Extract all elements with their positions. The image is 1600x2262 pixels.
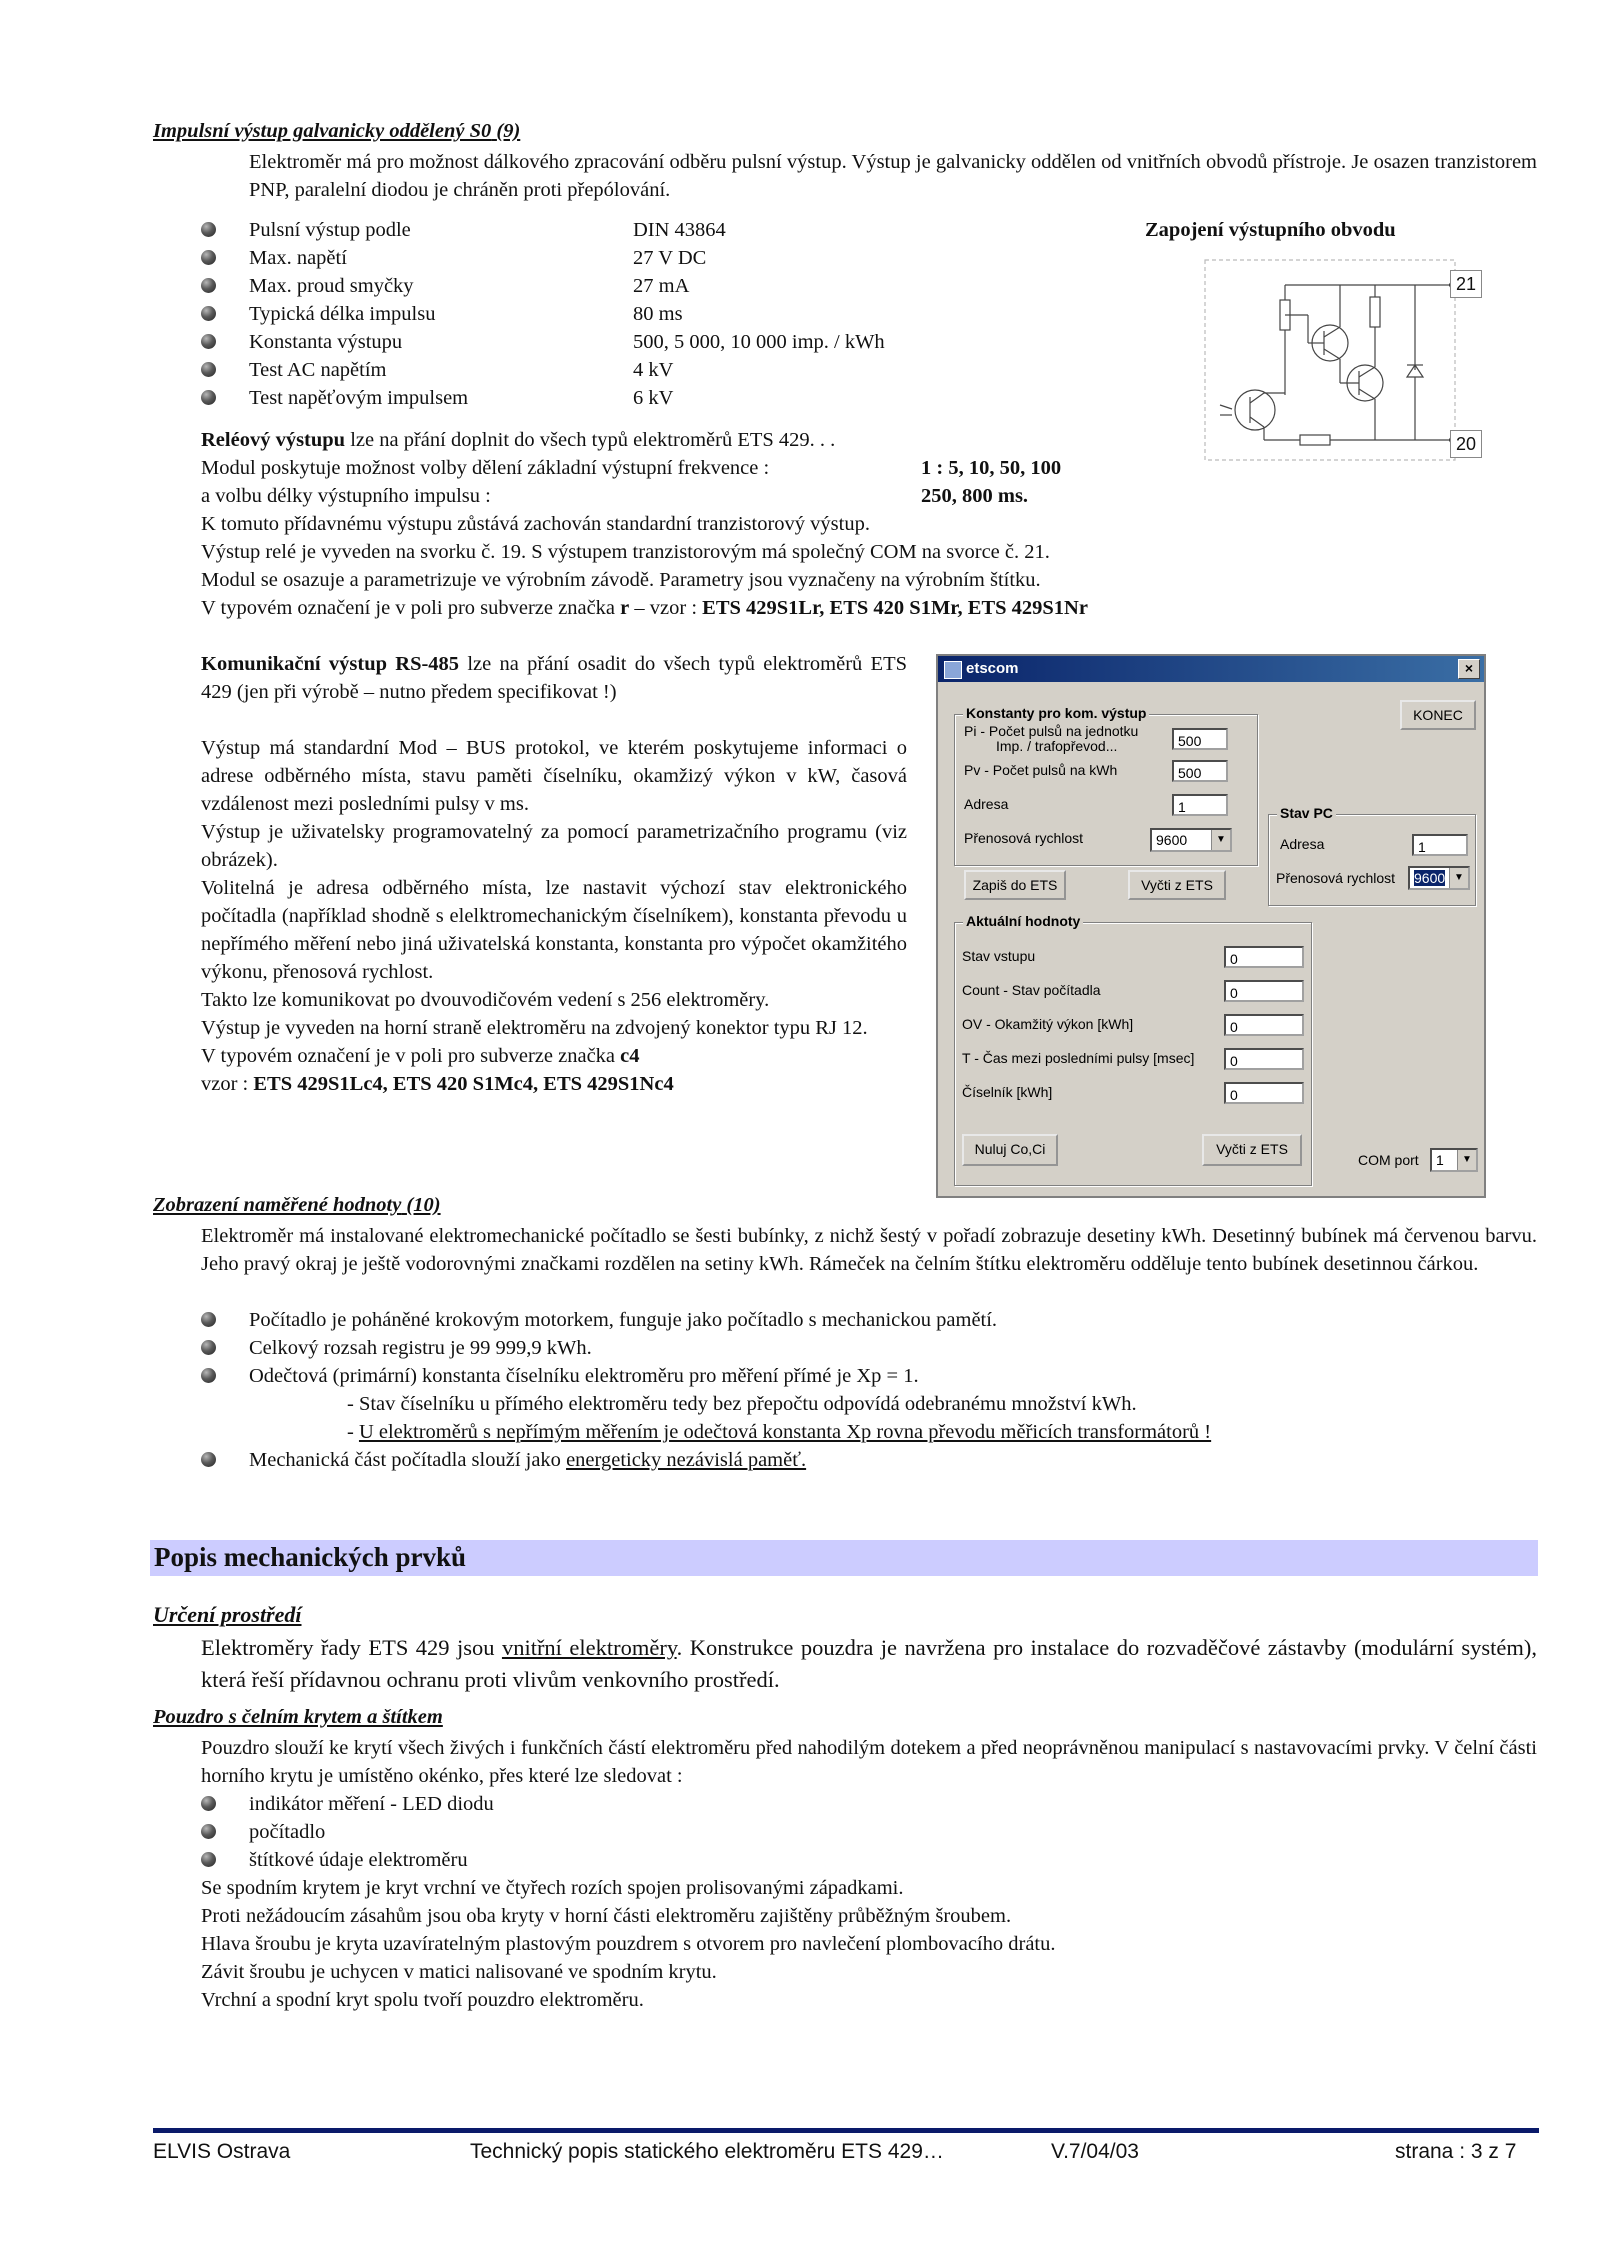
pc-rychlost-select[interactable]: 9600 ▼: [1408, 866, 1470, 890]
section-heading-zobrazeni: Zobrazení naměřené hodnoty (10): [153, 1194, 441, 1216]
t-label: T - Čas mezi posledními pulsy [msec]: [962, 1050, 1195, 1066]
zobrazeni-list: [201, 1306, 1537, 1474]
bullet-icon: [201, 334, 216, 349]
urceni-text: Elektroměry řady ETS 429 jsou vnitřní elektroměry. Konstrukce pouzdra je navržena pro instalace do rozvaděčové zástavby (modulární systém), která řeší přídavnou ochranu proti vlivům venkovního prostředí.: [201, 1635, 1537, 1692]
komunikace-block: Komunikační výstup RS-485 lze na přání osadit do všech typů elektroměrů ETS 429 (jen při výrobě – nutno předem specifikovat !) Výstup má standardní Mod – BUS protokol, ve kterém poskytujeme informaci o adrese odběrného místa, stavu paměti číselníku, okamžizý výkon v kW, časová vzdálenost mezi posledními pulsy v ms. Výstup je uživatelsky programovatelný za pomocí parametrizačního programu (viz obrázek). Volitelná je adresa odběrného místa, lze nastavit výchozí stav elektronického počítadla (například shodně s elelktromechanickým číselníkem), konstanta převodu u nepřímého měření nebo jiná uživatelská konstanta, konstanta pro výpočet okamžitého výkonu, přenosová rychlost. Takto lze komunikovat po dvouvodičovém vedení s 256 elektroměry. Výstup je vyveden na horní straně elektroměru na zdvojený konektor typu RJ 12. V typovém označení je v poli pro subverze značka c4 vzor : ETS 429S1Lc4, ETS 420 S1Mc4, ETS 429S1Nc4: [201, 653, 907, 1095]
dialog-titlebar: etscom ×: [938, 656, 1484, 682]
list-item: Mechanická část počítadla slouží jako energeticky nezávislá paměť.: [201, 1446, 1537, 1474]
bullet-icon: [201, 250, 216, 265]
pi-input[interactable]: 500: [1172, 728, 1228, 750]
pc-rychlost-label: Přenosová rychlost: [1276, 870, 1396, 886]
list-item: Test napěťovým impulsem 6 kV: [201, 384, 961, 412]
group-aktualni: Aktuální hodnoty: [954, 922, 1312, 1186]
pc-adresa-label: Adresa: [1280, 836, 1325, 852]
pouzdro-line: Hlava šroubu je kryta uzavíratelným plastovým pouzdrem s otvorem pro navlečení plombovacího drátu.: [201, 1933, 1056, 1955]
etscom-dialog: [936, 654, 1486, 1198]
bullet-icon: [201, 222, 216, 237]
list-item: indikátor měření - LED diodu: [201, 1790, 1537, 1818]
bullet-icon: [201, 1852, 216, 1867]
list-item: počítadlo: [201, 1818, 1537, 1846]
bullet-icon: [201, 1312, 216, 1327]
bullet-icon: [201, 1796, 216, 1811]
impuls-params-list: [201, 216, 961, 412]
impuls-intro: Elektroměr má pro možnost dálkového zpracování odběru pulsní výstup. Výstup je galvanicky oddělen od vnitřních obvodů přístroje. Je osazen tranzistorem PNP, paralelní diodou je chráněn proti přepólování.: [249, 151, 1537, 201]
chevron-down-icon[interactable]: ▼: [1449, 868, 1468, 888]
ov-label: OV - Okamžitý výkon [kWh]: [962, 1016, 1134, 1032]
vycti-ets-button[interactable]: Vyčti z ETS: [1202, 1134, 1302, 1166]
konec-button[interactable]: KONEC: [1400, 700, 1476, 730]
chevron-down-icon[interactable]: ▼: [1211, 830, 1230, 850]
group-konstanty: Konstanty pro kom. výstup: [954, 714, 1258, 866]
list-item: Počítadlo je poháněné krokovým motorkem, funguje jako počítadlo s mechanickou pamětí.: [201, 1306, 1537, 1334]
ciselnik-input[interactable]: 0: [1224, 1082, 1304, 1104]
pi-label: Pi - Počet pulsů na jednotku Imp. / trafopřevod...: [964, 723, 1139, 754]
pouzdro-line: Závit šroubu je uchycen v matici nalisované ve spodním krytu.: [201, 1961, 717, 1983]
pv-input[interactable]: 500: [1172, 760, 1228, 782]
group-stav-pc: Stav PC: [1268, 814, 1476, 906]
pouzdro-line: Vrchní a spodní kryt spolu tvoří pouzdro elektroměru.: [201, 1989, 644, 2011]
chevron-down-icon[interactable]: ▼: [1457, 1150, 1476, 1170]
section-heading-pouzdro: Pouzdro s čelním krytem a štítkem: [153, 1706, 443, 1728]
bullet-icon: [201, 390, 216, 405]
stav-label: Stav vstupu: [962, 948, 1036, 964]
footer-rule: [153, 2128, 1539, 2133]
ciselnik-label: Číselník [kWh]: [962, 1084, 1053, 1100]
section-title-bar: [150, 1540, 1538, 1576]
footer-page: strana : 3 z 7: [1395, 2140, 1517, 2163]
rychlost-select[interactable]: 9600 ▼: [1150, 828, 1232, 852]
com-port-select[interactable]: 1 ▼: [1430, 1148, 1478, 1172]
list-item: štítkové údaje elektroměru: [201, 1846, 1537, 1874]
stav-input[interactable]: 0: [1224, 946, 1304, 968]
pouzdro-line: Proti nežádoucím zásahům jsou oba kryty v horní části elektroměru zajištěny průběžným šroubem.: [201, 1905, 1012, 1927]
footer-company: ELVIS Ostrava: [153, 2140, 291, 2163]
sub-item: - Stav číselníku u přímého elektroměru tedy bez přepočtu odpovídá odebranému množství kWh.: [347, 1393, 1137, 1415]
close-button[interactable]: ×: [1458, 659, 1480, 679]
bullet-icon: [201, 1452, 216, 1467]
zapis-button[interactable]: Zapiš do ETS: [964, 870, 1066, 900]
ov-input[interactable]: 0: [1224, 1014, 1304, 1036]
adresa-label: Adresa: [964, 796, 1009, 812]
list-item: Max. proud smyčky 27 mA: [201, 272, 961, 300]
sub-item: - U elektroměrů s nepřímým měřením je odečtová konstanta Xp rovna převodu měřicích transformátorů !: [347, 1421, 1212, 1443]
rychlost-label: Přenosová rychlost: [964, 830, 1084, 846]
pv-label: Pv - Počet pulsů na kWh: [964, 762, 1118, 778]
bullet-icon: [201, 1340, 216, 1355]
bullet-icon: [201, 362, 216, 377]
section-heading-impuls: Impulsní výstup galvanicky oddělený S0 (9): [153, 120, 521, 142]
section-title: Popis mechanických prvků: [154, 1542, 467, 1572]
pouzdro-intro: Pouzdro slouží ke krytí všech živých i funkčních částí elektroměru před nahodilým dotekem a před neoprávněnou manipulací s nastavovacími prvky. V čelní části horního krytu je umístěno okénko, přes které lze sledovat :: [201, 1737, 1537, 1787]
bullet-icon: [201, 1824, 216, 1839]
count-input[interactable]: 0: [1224, 980, 1304, 1002]
pc-adresa-input[interactable]: 1: [1412, 834, 1468, 856]
vycti-button[interactable]: Vyčti z ETS: [1128, 870, 1226, 900]
footer-version: V.7/04/03: [1051, 2140, 1139, 2163]
zobrazeni-intro: Elektroměr má instalované elektromechanické počítadlo se šesti bubínky, z nichž šestý v pořadí zobrazuje desetiny kWh. Desetinný bubínek má červenou barvu. Jeho pravý okraj je ještě vodorovnými značkami rozdělen na setiny kWh. Rámeček na čelním štítku elektroměru odděluje tento bubínek desetinnou čárkou.: [201, 1225, 1537, 1275]
app-icon: [944, 661, 962, 679]
pouzdro-line: Se spodním krytem je kryt vrchní ve čtyřech rozích spojen prolisovanými západkami.: [201, 1877, 904, 1899]
list-item: Test AC napětím 4 kV: [201, 356, 961, 384]
bullet-icon: [201, 278, 216, 293]
nuluj-button[interactable]: Nuluj Co,Ci: [962, 1134, 1058, 1166]
list-item: Pulsní výstup podle DIN 43864: [201, 216, 961, 244]
pouzdro-list: [201, 1790, 1537, 2014]
t-input[interactable]: 0: [1224, 1048, 1304, 1070]
terminal-21: 21: [1450, 270, 1482, 298]
list-item: Max. napětí 27 V DC: [201, 244, 961, 272]
terminal-20: 20: [1450, 430, 1482, 458]
list-item: Odečtová (primární) konstanta číselníku elektroměru pro měření přímé je Xp = 1.: [201, 1362, 1537, 1390]
section-heading-urceni: Určení prostředí: [153, 1602, 302, 1627]
rele-block: Reléový výstupu lze na přání doplnit do všech typů elektroměrů ETS 429. . . Modul poskytuje možnost volby dělení základní výstupní frekvence : 1 : 5, 10, 50, 100 a volbu délky výstupního impulsu : 250, 800 ms. K tomuto přídavnému výstupu zůstává zachován standardní tranzistorový výstup. Výstup relé je vyveden na svorku č. 19. S výstupem tranzistorovým má společný COM na svorce č. 21. Modul se osazuje a parametrizuje ve výrobním závodě. Parametry jsou vyznačeny na výrobním štítku. V typovém označení je v poli pro subverze značka r – vzor : ETS 429S1Lr, ETS 420 S1Mr, ETS 429S1Nr: [201, 429, 1088, 619]
bullet-icon: [201, 1368, 216, 1383]
com-port-label: COM port: [1358, 1152, 1419, 1168]
adresa-input[interactable]: 1: [1172, 794, 1228, 816]
count-label: Count - Stav počítadla: [962, 982, 1101, 998]
list-item: Konstanta výstupu 500, 5 000, 10 000 imp. / kWh: [201, 328, 961, 356]
list-item: Typická délka impulsu 80 ms: [201, 300, 961, 328]
circuit-title: Zapojení výstupního obvodu: [1145, 219, 1396, 241]
bullet-icon: [201, 306, 216, 321]
list-item: Celkový rozsah registru je 99 999,9 kWh.: [201, 1334, 1537, 1362]
footer-doc-title: Technický popis statického elektroměru ETS 429…: [470, 2140, 944, 2163]
